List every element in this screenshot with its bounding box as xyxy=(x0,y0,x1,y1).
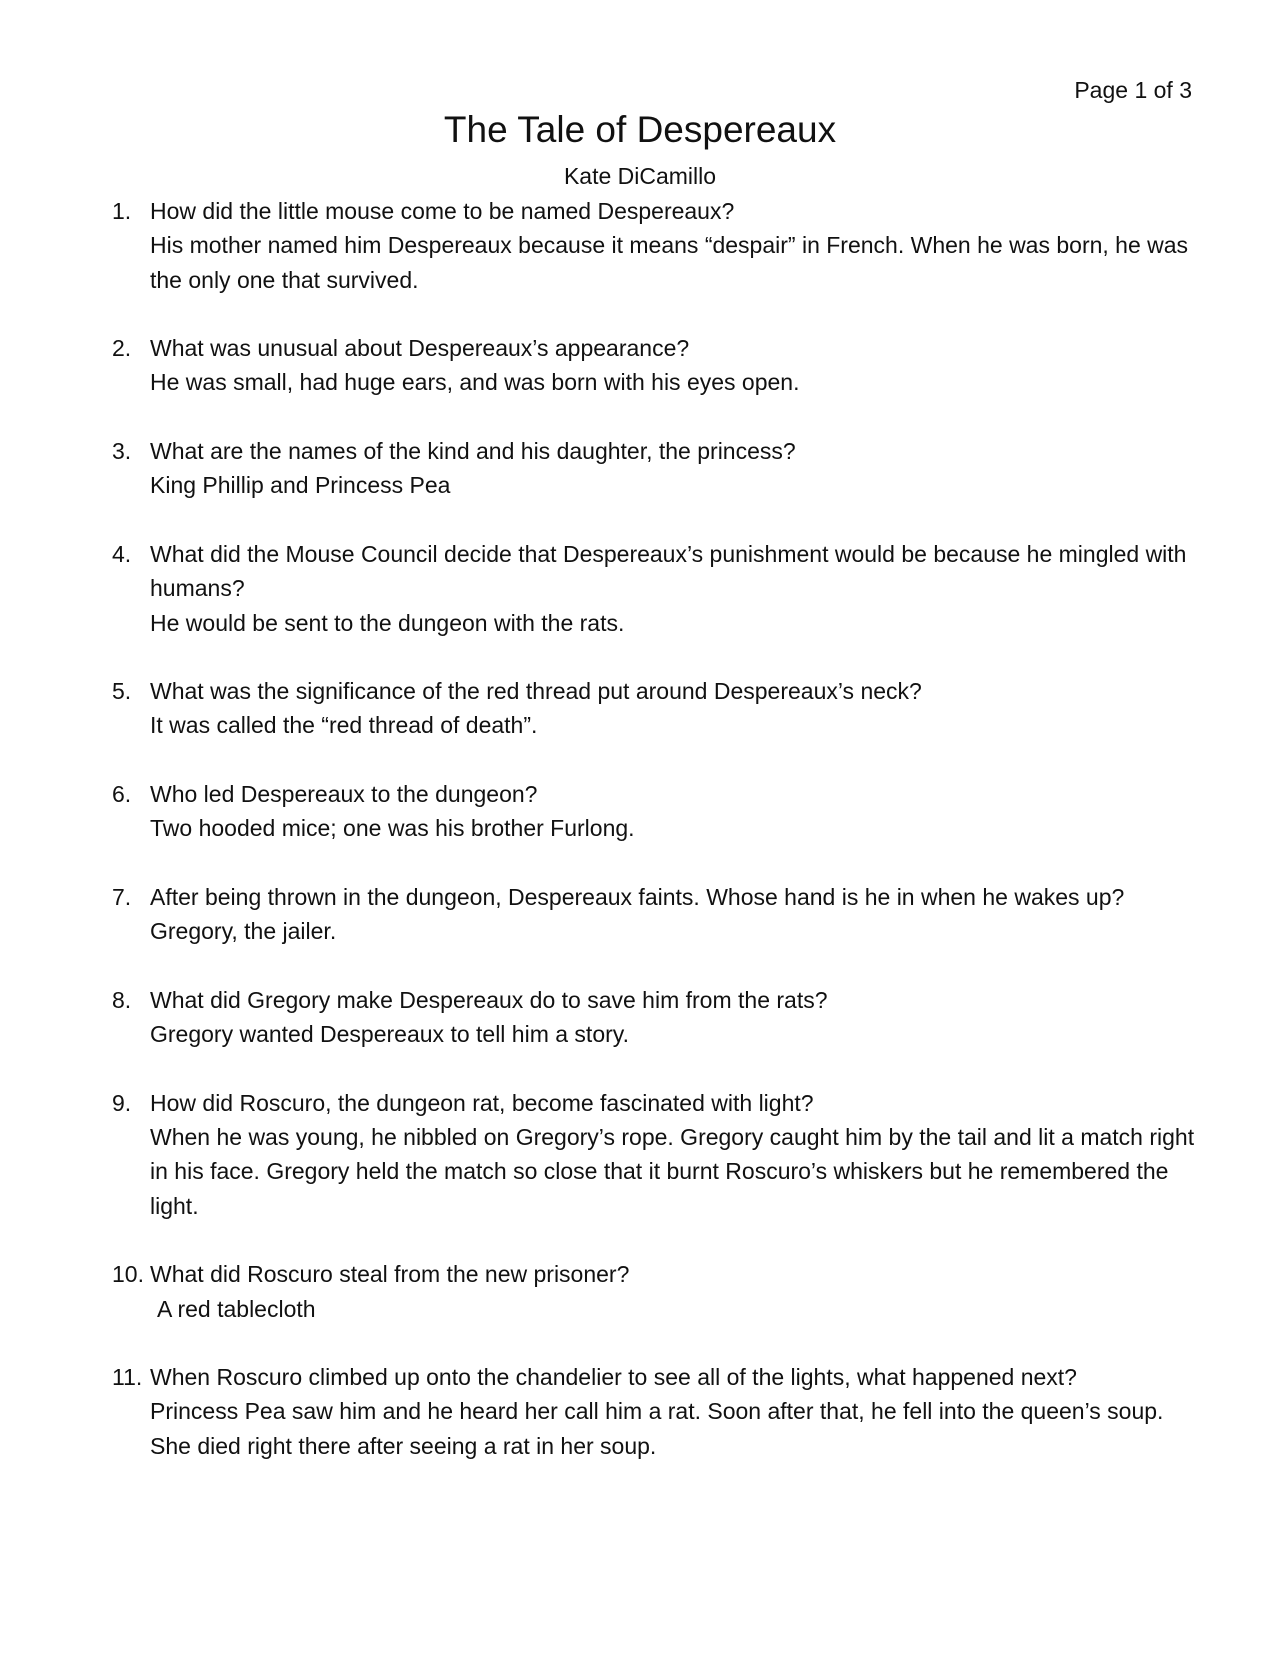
question-item-2 xyxy=(0,331,1280,400)
question-text: What did Gregory make Despereaux do to save him from the rats? xyxy=(150,986,828,1013)
question-item-1 xyxy=(0,194,1280,297)
question-item-5 xyxy=(0,674,1280,743)
question-text: What did Roscuro steal from the new prisoner? xyxy=(150,1261,630,1288)
question-text: What was unusual about Despereaux’s appearance? xyxy=(150,335,690,362)
question-text: Who led Despereaux to the dungeon? xyxy=(150,781,538,808)
answer-text: Two hooded mice; one was his brother Furlong. xyxy=(150,815,635,842)
question-item-11 xyxy=(0,1360,1280,1463)
question-item-8 xyxy=(0,983,1280,1052)
question-item-10 xyxy=(0,1257,1280,1326)
answer-text: When he was young, he nibbled on Gregory’s rope. Gregory caught him by the tail and lit a match right in his face. Gregory held the match so close that it burnt Roscuro’s whiskers but he remembered the light. xyxy=(150,1124,1195,1219)
question-item-7 xyxy=(0,880,1280,949)
question-item-9 xyxy=(0,1086,1280,1223)
question-number: 11. xyxy=(112,1364,143,1391)
question-number: 2. xyxy=(112,335,132,362)
question-text: What are the names of the kind and his daughter, the princess? xyxy=(150,438,796,465)
answer-text: Gregory, the jailer. xyxy=(150,918,337,945)
question-number: 7. xyxy=(112,883,132,910)
answer-text: His mother named him Despereaux because it means “despair” in French. When he was born, he was the only one that survived. xyxy=(150,232,1189,293)
answer-text: Princess Pea saw him and he heard her call him a rat. Soon after that, he fell into the queen’s soup. She died right there after seeing a rat in her soup. xyxy=(150,1398,1164,1459)
question-item-4 xyxy=(0,537,1280,640)
answer-text: King Phillip and Princess Pea xyxy=(150,472,451,499)
question-number: 9. xyxy=(112,1089,132,1116)
answer-text: He would be sent to the dungeon with the rats. xyxy=(150,609,625,636)
question-number: 3. xyxy=(112,438,132,465)
question-item-6 xyxy=(0,777,1280,846)
question-text: After being thrown in the dungeon, Despereaux faints. Whose hand is he in when he wakes up? xyxy=(150,883,1125,910)
answer-text: Gregory wanted Despereaux to tell him a story. xyxy=(150,1021,629,1048)
question-number: 1. xyxy=(112,198,132,224)
answer-text: He was small, had huge ears, and was born with his eyes open. xyxy=(150,369,800,396)
question-number: 5. xyxy=(112,678,132,705)
question-item-3 xyxy=(0,434,1280,503)
question-list xyxy=(0,194,1280,1497)
question-text: How did the little mouse come to be named Despereaux? xyxy=(150,198,735,224)
question-number: 8. xyxy=(112,986,132,1013)
question-text: What did the Mouse Council decide that Despereaux’s punishment would be because he mingled with humans? xyxy=(150,540,1187,602)
question-number: 4. xyxy=(112,540,132,567)
question-number: 6. xyxy=(112,781,132,808)
question-text: What was the significance of the red thread put around Despereaux’s neck? xyxy=(150,678,922,705)
document-author: Kate DiCamillo xyxy=(563,163,717,189)
answer-text: A red tablecloth xyxy=(157,1295,316,1322)
question-text: When Roscuro climbed up onto the chandelier to see all of the lights, what happened next? xyxy=(150,1364,1077,1391)
page-number: Page 1 of 3 xyxy=(1074,77,1192,103)
question-number: 10. xyxy=(112,1261,144,1288)
answer-text: It was called the “red thread of death”. xyxy=(150,712,538,739)
document-title: The Tale of Despereaux xyxy=(443,109,837,150)
question-text: How did Roscuro, the dungeon rat, become fascinated with light? xyxy=(150,1089,814,1116)
